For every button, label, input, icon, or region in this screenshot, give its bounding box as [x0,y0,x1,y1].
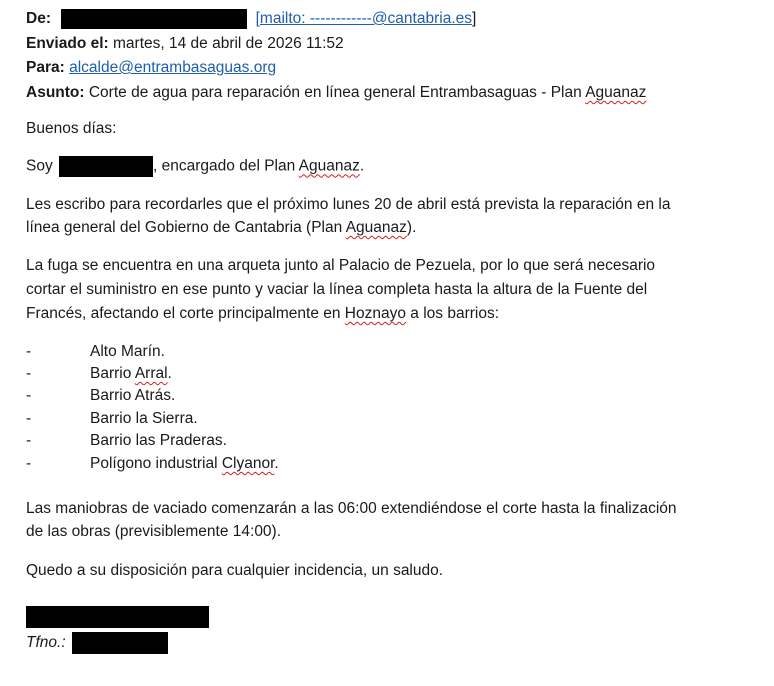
p2-line2: cortar el suministro en ese punto y vaciar la línea completa hasta la altura de la Fuente del [26,281,648,298]
subject-label: Asunto: [26,84,85,101]
p1-line2-start: línea general del Gobierno de Cantabria (Plan [26,219,343,236]
bullet-post: . [167,365,172,382]
subject-row [26,83,646,105]
bullet-dash: - [26,410,32,427]
p3-line1: Las maniobras de vaciado comenzarán a las 06:00 extendiéndose el corte hasta la finalización [26,500,677,517]
bullet-text: Alto Marín. [90,343,165,360]
bullet-text [90,454,279,474]
to-label: Para: [26,59,65,76]
p2-line1: La fuga se encuentra en una arqueta junto al Palacio de Pezuela, por lo que será necesario [26,257,656,274]
intro-start: Soy [26,157,53,175]
list-item [26,454,426,476]
intro-dot: . [359,157,365,175]
from-mailto-link[interactable]: mailto: ------------@cantabria.es [259,10,472,28]
bullet-post: . [274,455,279,472]
list-item [26,386,426,408]
bullet-word: Arral [134,365,168,382]
p1-line2 [26,218,416,240]
sent-value: martes, 14 de abril de 2026 11:52 [113,35,344,52]
p2-line3-end: a los barrios: [410,305,500,322]
bullet-text [90,364,172,384]
phone-row [26,632,168,654]
p2-line3-word: Hoznayo [344,305,406,322]
bullet-pre: Barrio [90,365,132,382]
bullet-dash: - [26,432,32,449]
intro-line [26,156,364,178]
closing-line: Quedo a su disposición para cualquier incidencia, un saludo. [26,562,444,579]
bracket-close: ] [472,10,477,28]
redacted-signature [26,606,209,628]
p1-line1: Les escribo para recordarles que el próximo lunes 20 de abril está prevista la reparación en la [26,196,671,213]
greeting: Buenos días: [26,120,117,137]
intro-end: , encargado del Plan [153,157,296,175]
subject-tail: Aguanaz [585,84,647,101]
p2-line3-start: Francés, afectando el corte principalmente en [26,305,341,322]
redacted-phone-number [72,632,168,654]
bullet-text: Barrio la Sierra. [90,410,198,427]
bullet-word: Clyanor [221,455,275,472]
bullet-text: Barrio las Praderas. [90,432,227,449]
p3-line2: de las obras (previsiblemente 14:00). [26,523,282,540]
intro-word: Aguanaz [298,157,360,175]
bullet-dash: - [26,387,32,404]
from-row [26,9,476,31]
to-email-link[interactable]: alcalde@entrambasaguas.org [69,59,277,76]
sent-row [26,34,344,56]
sent-label: Enviado el: [26,35,109,52]
p2-line3 [26,304,499,326]
redacted-sender-name [61,9,247,29]
p1-line2-end: ). [406,219,417,236]
bullet-pre: Polígono industrial [90,455,218,472]
bullet-dash: - [26,343,32,360]
subject-text: Corte de agua para reparación en línea general Entrambasaguas - Plan [88,84,582,101]
list-item [26,364,426,386]
bullet-dash: - [26,365,32,382]
bullet-dash: - [26,455,32,472]
p1-line2-word: Aguanaz [345,219,407,236]
from-label: De: [26,10,51,28]
bullet-text: Barrio Atrás. [90,387,176,404]
redacted-author-name [59,156,153,177]
list-item [26,431,426,453]
phone-label: Tfno.: [26,634,66,652]
list-item [26,342,426,364]
list-item [26,409,426,431]
bracket-open: [ [255,10,260,28]
to-row [26,58,276,80]
